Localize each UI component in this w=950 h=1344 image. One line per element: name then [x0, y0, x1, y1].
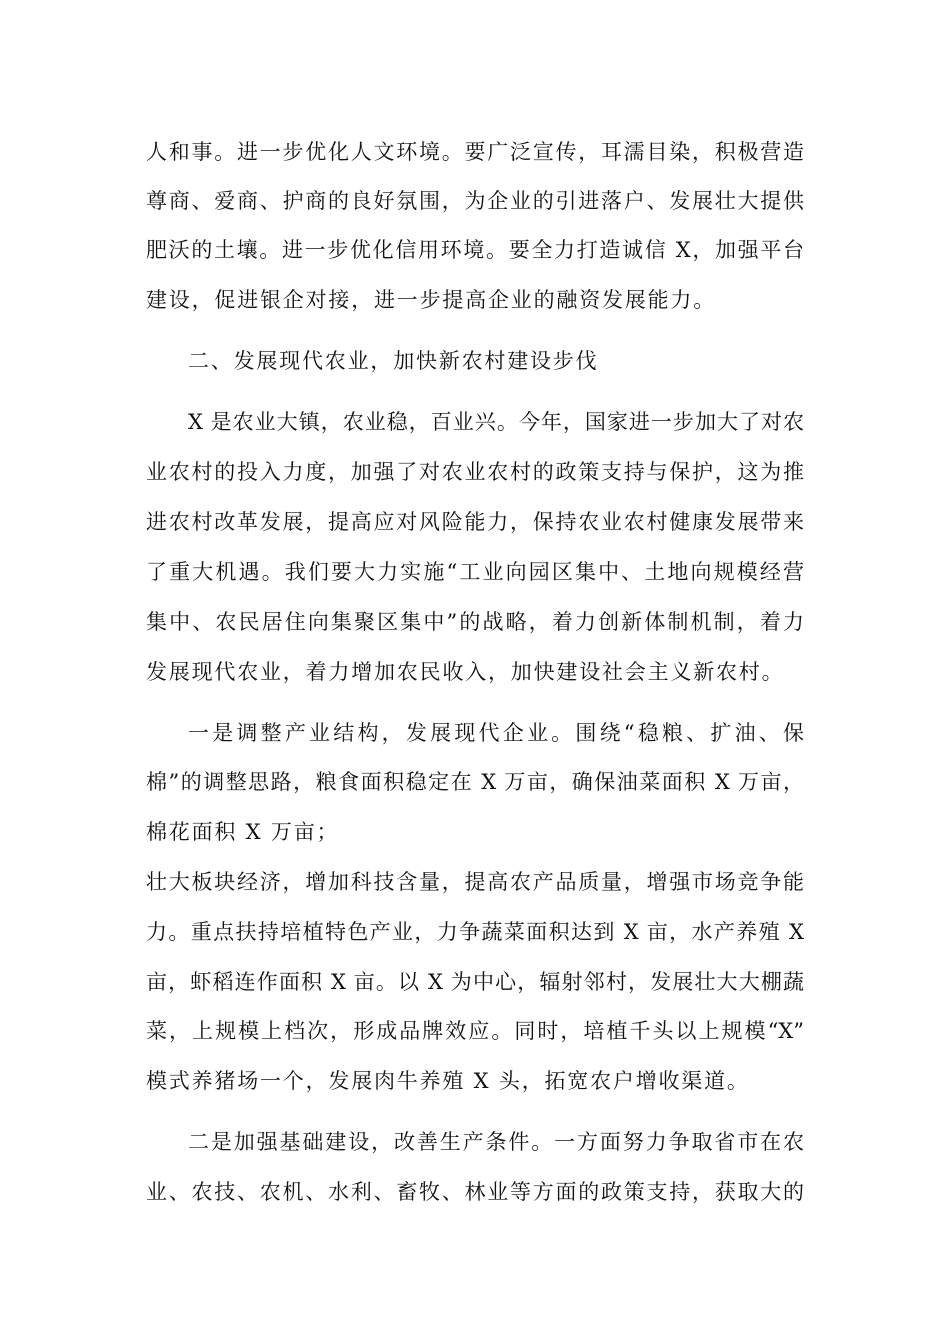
text-line: 模式养猪场一个，发展肉牛养殖 X 头，拓宽农户增收渠道。 [146, 1069, 750, 1093]
text-line: 建设，促进银企对接，进一步提高企业的融资发展能力。 [146, 288, 716, 312]
text-line: 业农村的投入力度，加强了对农业农村的政策支持与保护，这为推 [146, 460, 804, 484]
section-heading: 二、发展现代农业，加快新农村建设步伐 [188, 349, 599, 373]
text-line: 棉花面积 X 万亩； [146, 820, 340, 844]
text-line: 肥沃的土壤。进一步优化信用环境。要全力打造诚信 X，加强平台 [146, 238, 804, 262]
text-line: 进农村改革发展，提高应对风险能力，保持农业农村健康发展带来 [146, 510, 804, 534]
text-line: 壮大板块经济，增加科技含量，提高农产品质量，增强市场竞争能 [146, 870, 804, 894]
text-line: 菜，上规模上档次，形成品牌效应。同时，培植千头以上规模“X” [146, 1019, 804, 1043]
text-line: 一是调整产业结构，发展现代企业。围绕“稳粮、扩油、保 [188, 721, 804, 745]
text-line: 力。重点扶持培植特色产业，力争蔬菜面积达到 X 亩，水产养殖 X [146, 920, 804, 944]
text-line: 集中、农民居住向集聚区集中”的战略，着力创新体制机制，着力 [146, 610, 804, 634]
text-line: 二是加强基础建设，改善生产条件。一方面努力争取省市在农 [188, 1130, 804, 1154]
text-line: 了重大机遇。我们要大力实施“工业向园区集中、土地向规模经营 [146, 560, 804, 584]
text-line: 发展现代农业，着力增加农民收入，加快建设社会主义新农村。 [146, 660, 785, 684]
text-line: X 是农业大镇，农业稳，百业兴。今年，国家进一步加大了对农 [188, 410, 804, 434]
text-line: 人和事。进一步优化人文环境。要广泛宣传，耳濡目染，积极营造 [146, 140, 804, 164]
text-line: 业、农技、农机、水利、畜牧、林业等方面的政策支持，获取大的 [146, 1180, 804, 1204]
text-line: 棉”的调整思路，粮食面积稳定在 X 万亩，确保油菜面积 X 万亩， [146, 770, 804, 794]
text-line: 亩，虾稻连作面积 X 亩。以 X 为中心，辐射邻村，发展壮大大棚蔬 [146, 970, 804, 994]
text-line: 尊商、爱商、护商的良好氛围，为企业的引进落户、发展壮大提供 [146, 189, 804, 213]
